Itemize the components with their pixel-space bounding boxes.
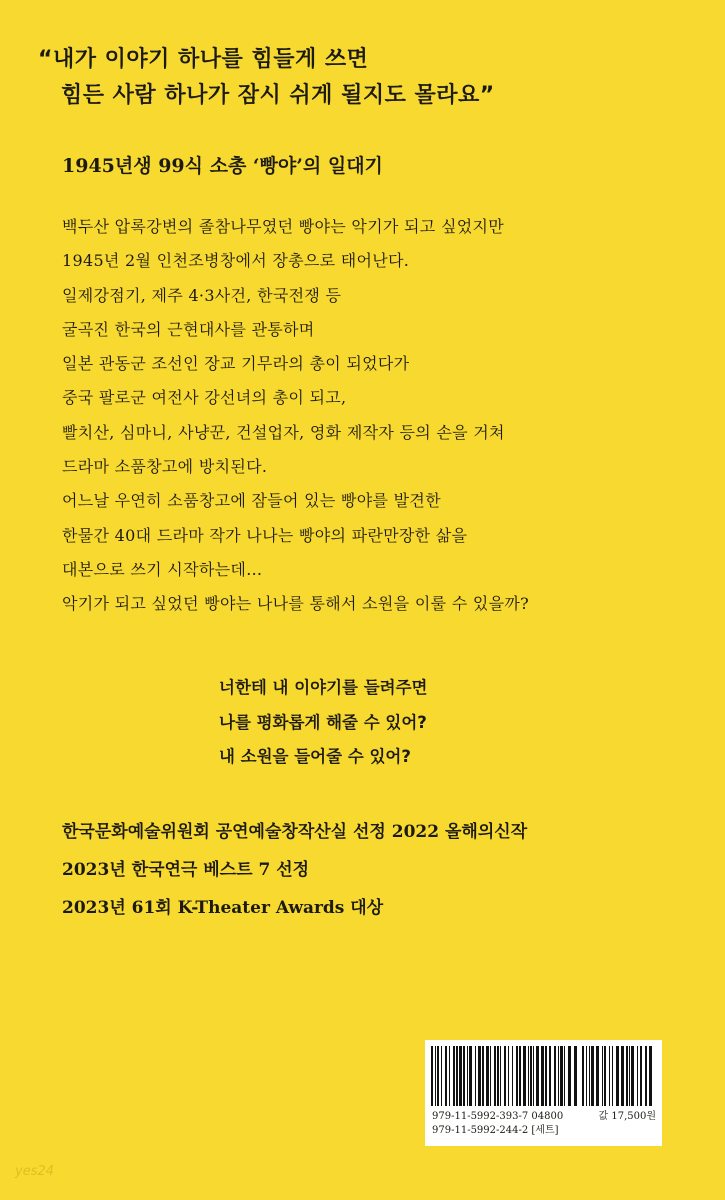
barcode-bar [486,1046,489,1106]
barcode-bar [441,1046,442,1106]
barcode-bar [554,1046,556,1106]
price-label: 값 17,500원 [598,1111,656,1122]
synopsis-line: 백두산 압록강변의 졸참나무였던 빵야는 악기가 되고 싶었지만 [62,217,504,236]
barcode-bar [545,1046,547,1106]
dialog-quote [219,671,428,775]
barcode-bar [512,1046,513,1106]
dialog-line: 나를 평화롭게 해줄 수 있어? [219,712,427,732]
barcode-bar [604,1046,606,1106]
award-line: 2023년 한국연극 베스트 7 선정 [62,860,310,880]
barcode-bar [549,1046,551,1106]
addon-barcode [582,1046,656,1106]
barcode-bar [478,1046,481,1106]
barcode-bar [612,1046,613,1106]
barcode-bar [463,1046,465,1106]
isbn-line-1: 979-11-5992-393-7 04800 [432,1111,564,1122]
barcode-bar [490,1046,491,1106]
dialog-line: 너한테 내 이야기를 들려주면 [219,678,428,697]
barcode-bar [564,1046,565,1106]
synopsis-line: 일본 관동군 조선인 장교 기무라의 총이 되었다가 [62,354,410,374]
barcode-bar [616,1046,619,1106]
quote-line-2: 힘든 사람 하나가 잠시 쉬게 될지도 몰라요” [61,83,495,108]
synopsis-line: 일제강점기, 제주 4·3사건, 한국전쟁 등 [62,285,342,305]
synopsis-line: 빨치산, 심마니, 사냥꾼, 건설업자, 영화 제작자 등의 손을 거쳐 [62,422,505,442]
barcode-bar [536,1046,539,1106]
barcode-bar [467,1046,468,1106]
barcode-bar [431,1046,433,1106]
barcode-bar [494,1046,496,1106]
barcode-bar [475,1046,476,1106]
isbn-line-2: 979-11-5992-244-2 [세트] [432,1125,559,1136]
award-line: 2023년 61회 K-Theater Awards 대상 [62,898,384,918]
barcode-bar [602,1046,603,1106]
barcode-bar [508,1046,509,1106]
barcode-bar [504,1046,506,1106]
watermark-logo: yes24 [15,1164,55,1179]
dialog-line: 내 소원을 들어줄 수 있어? [219,747,411,766]
isbn-barcode [431,1046,577,1106]
barcode-bar [519,1046,521,1106]
barcode-bar [629,1046,630,1106]
synopsis [62,210,702,622]
barcode-bar [609,1046,610,1106]
barcode-bar [640,1046,642,1106]
barcode-bar [497,1046,499,1106]
barcode-bar [649,1046,652,1106]
barcode-bar [445,1046,447,1106]
barcode-bar [500,1046,501,1106]
barcode-bar [596,1046,599,1106]
barcode-bar [560,1046,563,1106]
barcode-bar [528,1046,529,1106]
barcode-bar [591,1046,594,1106]
barcode-bar [626,1046,628,1106]
isbn-text [432,1110,563,1138]
barcode-bar [469,1046,472,1106]
synopsis-line: 악기가 되고 싶었던 빵야는 나나를 통해서 소원을 이룰 수 있을까? [62,594,530,614]
barcode-bar [530,1046,532,1106]
synopsis-line: 한물간 40대 드라마 작가 나나는 빵야의 파란만장한 삶을 [62,525,468,545]
barcode-bar [645,1046,647,1106]
barcode-bar [435,1046,436,1106]
barcode-bar [582,1046,584,1106]
award-line: 한국문화예술위원회 공연예술창작산실 선정 2022 올해의신작 [62,822,528,842]
barcode-box [425,1040,662,1146]
synopsis-line: 어느날 우연히 소품창고에 잠들어 있는 빵야를 발견한 [62,491,441,511]
subtitle: 1945년생 99식 소총 ‘빵야’의 일대기 [62,155,383,177]
synopsis-line: 중국 팔로군 여전사 강선녀의 총이 되고, [62,388,347,408]
barcode-bar [568,1046,571,1106]
barcode-bar [437,1046,439,1106]
barcode-bar [456,1046,458,1106]
awards-list [62,813,527,927]
synopsis-line: 드라마 소품창고에 방치된다. [62,457,268,477]
synopsis-line: 대본으로 쓰기 시작하는데… [62,559,263,579]
barcode-bar [449,1046,450,1106]
synopsis-line: 굴곡진 한국의 근현대사를 관통하며 [62,319,315,339]
barcode-bar [482,1046,484,1106]
barcode-bar [621,1046,624,1106]
barcode-bar [558,1046,559,1106]
barcode-bar [589,1046,590,1106]
barcode-bar [631,1046,634,1106]
barcode-bar [533,1046,534,1106]
quote-line-1: “내가 이야기 하나를 힘들게 쓰면 [38,47,369,72]
headline-quote [38,42,698,114]
barcode-bar [459,1046,462,1106]
barcode-bar [637,1046,638,1106]
synopsis-line: 1945년 2월 인천조병창에서 장총으로 태어난다. [62,251,410,271]
barcode-bar [516,1046,518,1106]
barcode-bar [541,1046,544,1106]
barcode-bar [453,1046,455,1106]
barcode-bar [574,1046,577,1106]
barcode-bar [586,1046,587,1106]
barcode-bar [523,1046,526,1106]
